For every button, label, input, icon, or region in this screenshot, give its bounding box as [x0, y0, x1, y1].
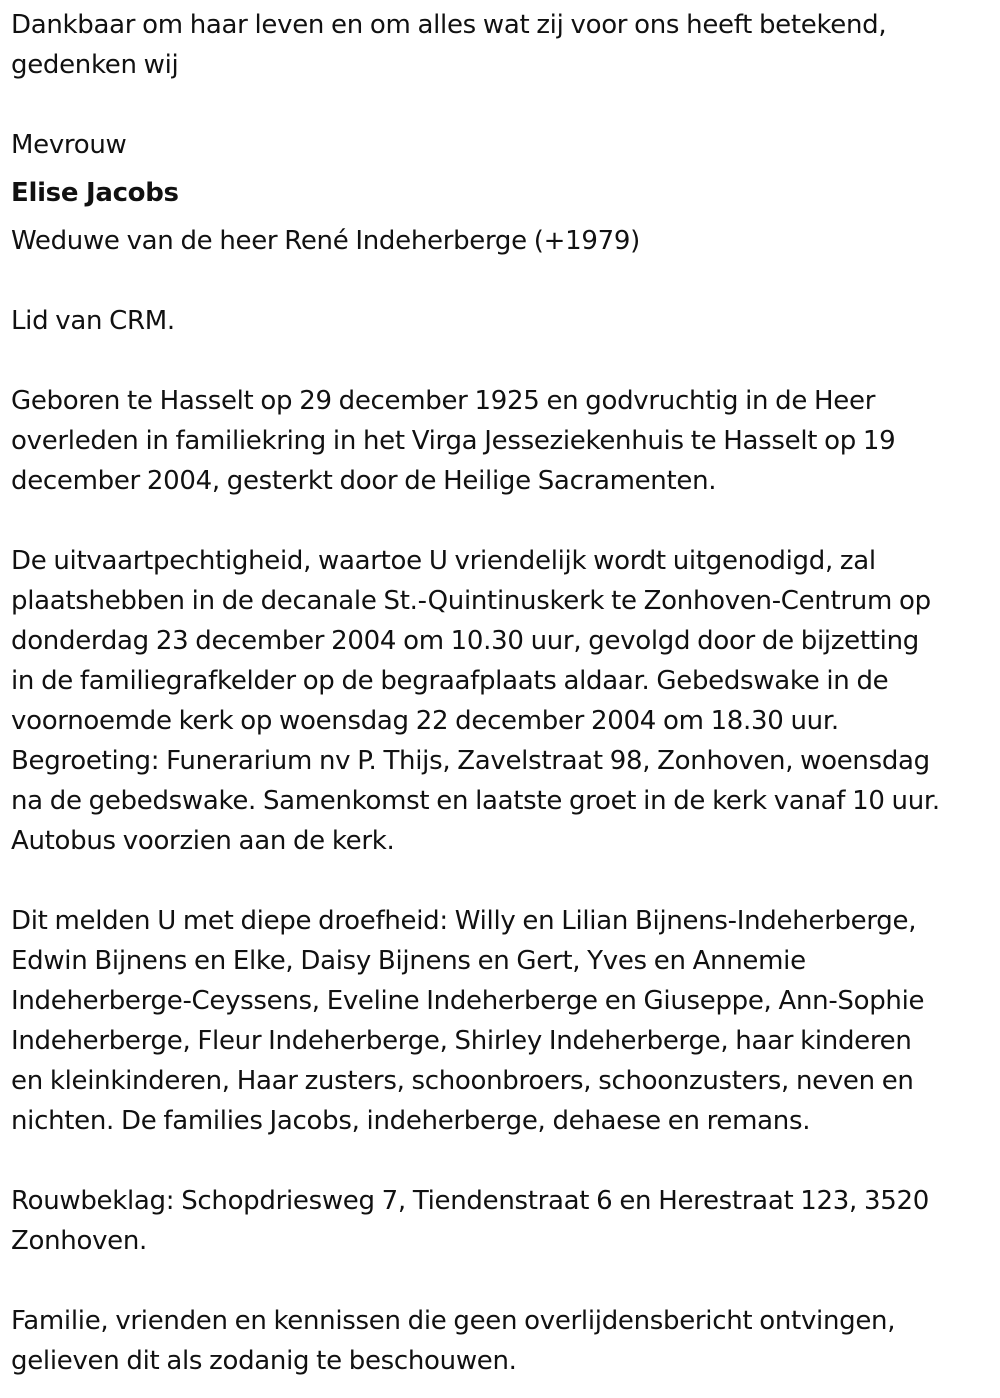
birth-death-line-3: december 2004, gesterkt door de Heilige Sacramenten. — [11, 466, 717, 496]
funeral-line-4: in de familiegrafkelder op de begraafplaats aldaar. Gebedswake in de — [11, 666, 889, 696]
funeral-line-7: na de gebedswake. Samenkomst en laatste groet in de kerk vanaf 10 uur. — [11, 786, 940, 816]
birth-death-paragraph — [11, 381, 990, 501]
membership-paragraph — [11, 301, 990, 341]
intro-line-1: Dankbaar om haar leven en om alles wat zij voor ons heeft betekend, — [11, 10, 887, 40]
salutation: Mevrouw — [11, 130, 127, 160]
family-paragraph — [11, 901, 990, 1141]
intro-line-2: gedenken wij — [11, 50, 179, 80]
family-line-2: Edwin Bijnens en Elke, Daisy Bijnens en Gert, Yves en Annemie — [11, 946, 806, 976]
closing-line-2: gelieven dit als zodanig te beschouwen. — [11, 1346, 517, 1376]
funeral-line-6: Begroeting: Funerarium nv P. Thijs, Zavelstraat 98, Zonhoven, woensdag — [11, 746, 930, 776]
funeral-line-3: donderdag 23 december 2004 om 10.30 uur, gevolgd door de bijzetting — [11, 626, 919, 656]
closing-paragraph — [11, 1301, 990, 1381]
deceased-name: Elise Jacobs — [11, 178, 179, 208]
membership-line: Lid van CRM. — [11, 306, 175, 336]
intro-paragraph — [11, 5, 990, 85]
closing-line-1: Familie, vrienden en kennissen die geen overlijdensbericht ontvingen, — [11, 1306, 896, 1336]
birth-death-line-1: Geboren te Hasselt op 29 december 1925 en godvruchtig in de Heer — [11, 386, 876, 416]
family-line-5: en kleinkinderen, Haar zusters, schoonbroers, schoonzusters, neven en — [11, 1066, 914, 1096]
funeral-line-5: voornoemde kerk op woensdag 22 december 2004 om 18.30 uur. — [11, 706, 839, 736]
funeral-line-8: Autobus voorzien aan de kerk. — [11, 826, 395, 856]
family-line-4: Indeherberge, Fleur Indeherberge, Shirley Indeherberge, haar kinderen — [11, 1026, 912, 1056]
funeral-line-2: plaatshebben in de decanale St.-Quintinuskerk te Zonhoven-Centrum op — [11, 586, 931, 616]
widow-of-line: Weduwe van de heer René Indeherberge (+1979) — [11, 226, 640, 256]
condolence-line-2: Zonhoven. — [11, 1226, 148, 1256]
family-line-3: Indeherberge-Ceyssens, Eveline Indeherberge en Giuseppe, Ann-Sophie — [11, 986, 925, 1016]
funeral-line-1: De uitvaartpechtigheid, waartoe U vriendelijk wordt uitgenodigd, zal — [11, 546, 876, 576]
family-line-6: nichten. De families Jacobs, indeherberge, dehaese en remans. — [11, 1106, 811, 1136]
family-line-1: Dit melden U met diepe droefheid: Willy en Lilian Bijnens-Indeherberge, — [11, 906, 917, 936]
deceased-header — [11, 125, 990, 261]
condolence-paragraph — [11, 1181, 990, 1261]
condolence-line-1: Rouwbeklag: Schopdriesweg 7, Tiendenstraat 6 en Herestraat 123, 3520 — [11, 1186, 929, 1216]
birth-death-line-2: overleden in familiekring in het Virga Jesseziekenhuis te Hasselt op 19 — [11, 426, 896, 456]
funeral-paragraph — [11, 541, 990, 861]
